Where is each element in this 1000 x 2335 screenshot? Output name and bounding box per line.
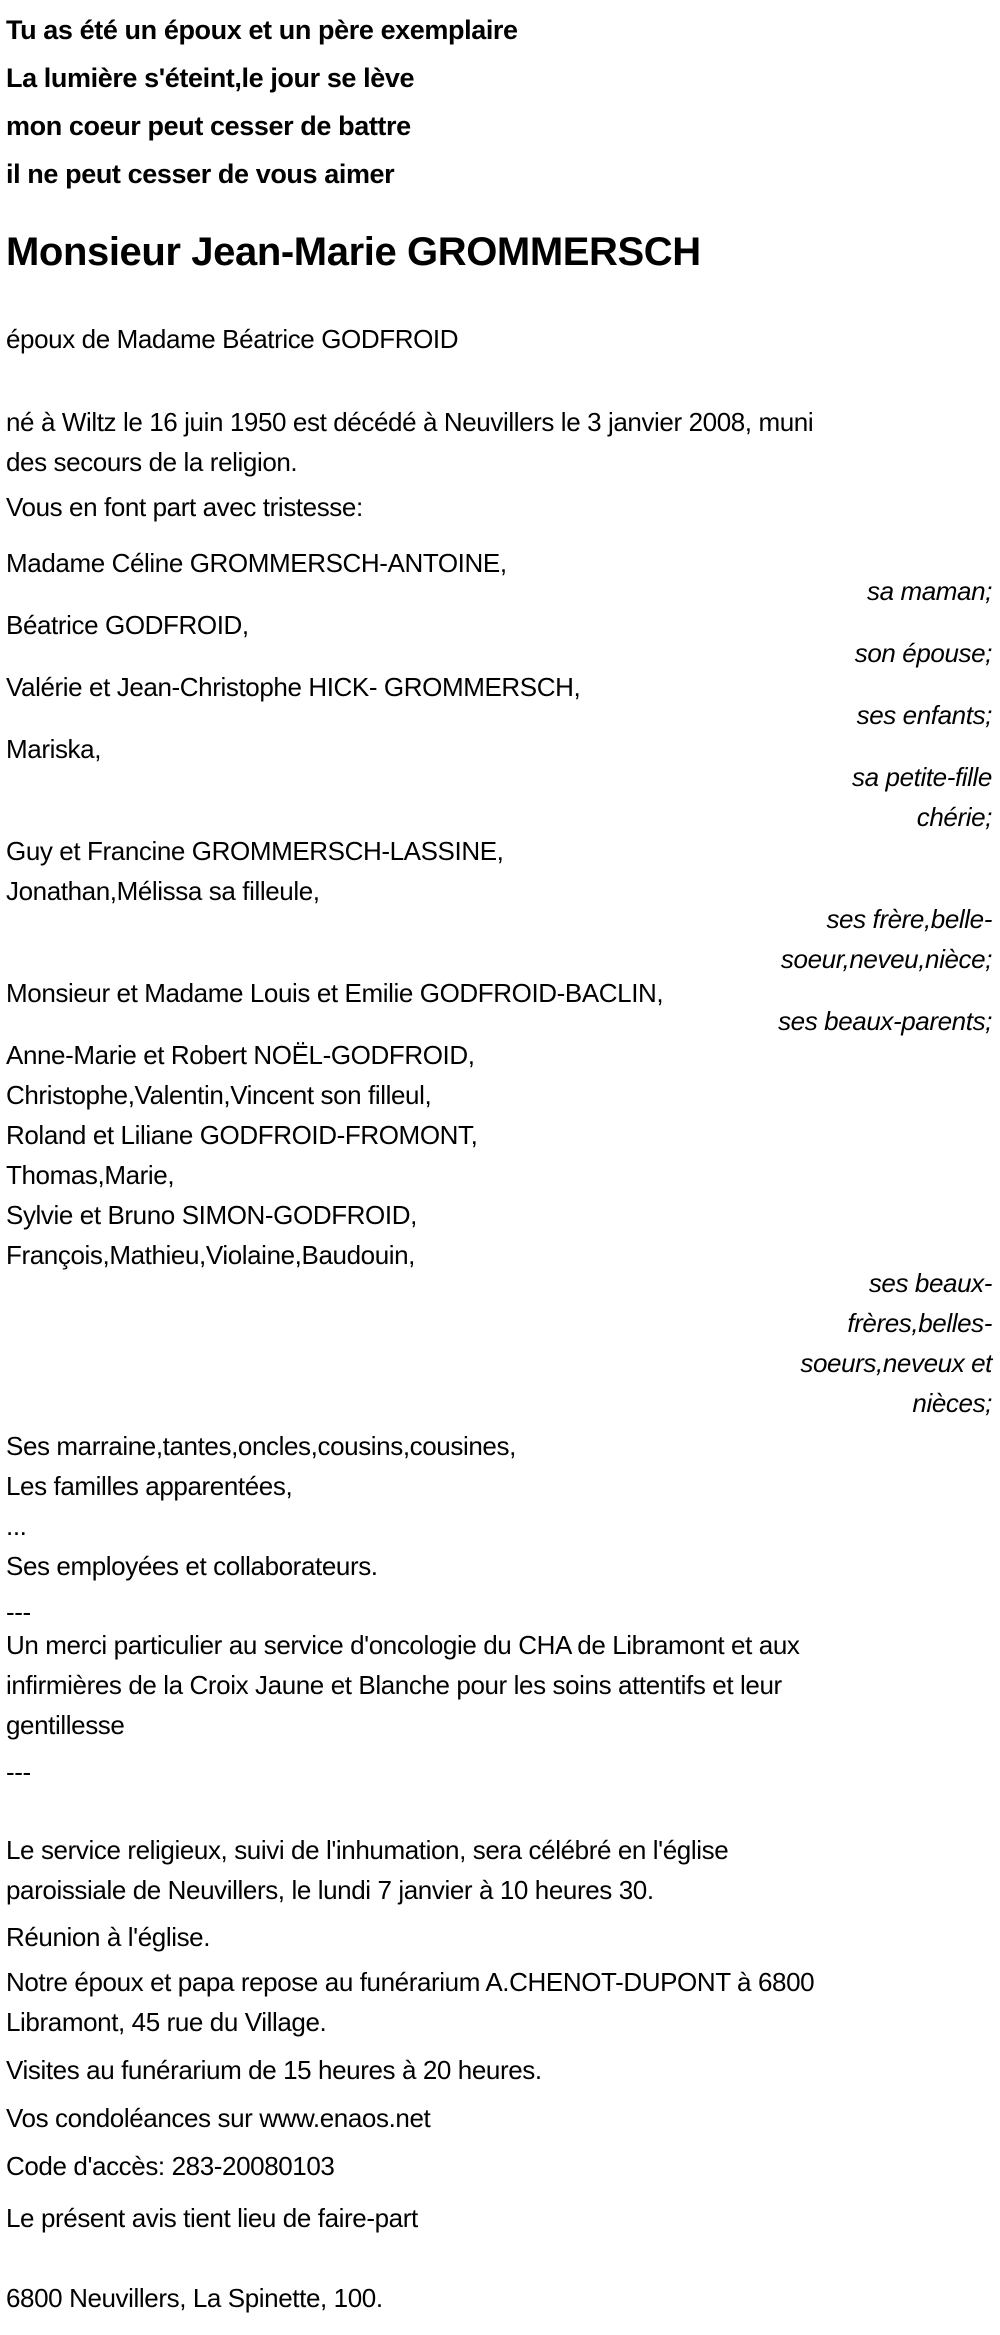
spouse-line: époux de Madame Béatrice GODFROID xyxy=(6,324,459,354)
mourner-name-line: Monsieur et Madame Louis et Emilie GODFROID-BACLIN, xyxy=(6,978,664,1008)
repose-line: Libramont, 45 rue du Village. xyxy=(6,2007,327,2037)
mourner-name-line: Ses employées et collaborateurs. xyxy=(6,1551,378,1581)
relation-block xyxy=(6,1263,992,1423)
mourner-row xyxy=(6,973,992,1041)
relation-line: frères,belles- xyxy=(847,1308,992,1338)
deceased-name-title: Monsieur Jean-Marie GROMMERSCH xyxy=(6,230,701,274)
relation-line: ses beaux-parents; xyxy=(778,1006,992,1036)
mourner-row xyxy=(6,729,992,837)
epitaph-line: Tu as été un époux et un père exemplaire xyxy=(6,15,518,45)
mourner-name-line: Béatrice GODFROID, xyxy=(6,610,249,640)
relation-line: ses beaux- xyxy=(868,1268,992,1298)
mourner-name-line: Christophe,Valentin,Vincent son filleul, xyxy=(6,1080,432,1110)
mourner-name-line: Roland et Liliane GODFROID-FROMONT, xyxy=(6,1120,478,1150)
relation-line: ses frère,belle- xyxy=(826,904,992,934)
epitaph-quote xyxy=(6,6,992,198)
epitaph-line: mon coeur peut cesser de battre xyxy=(6,111,411,141)
relation-block xyxy=(6,757,992,837)
mourner-row xyxy=(6,605,992,673)
mourner-name-line: Les familles apparentées, xyxy=(6,1471,293,1501)
relation-block xyxy=(6,899,992,979)
announcement-intro: Vous en font part avec tristesse: xyxy=(6,492,363,522)
mourner-name-line: Madame Céline GROMMERSCH-ANTOINE, xyxy=(6,548,507,578)
thanks-line: gentillesse xyxy=(6,1710,125,1740)
separator-dashes: --- xyxy=(6,1597,31,1627)
mourner-name-line: Valérie et Jean-Christophe HICK- GROMMERSCH, xyxy=(6,672,581,702)
mourner-name-line: Mariska, xyxy=(6,734,102,764)
mourner-name-line: Anne-Marie et Robert NOËL-GODFROID, xyxy=(6,1040,475,1070)
relation-line: nièces; xyxy=(912,1388,992,1418)
birth-death-line: des secours de la religion. xyxy=(6,447,298,477)
separator-dashes: --- xyxy=(6,1757,31,1787)
birth-death-paragraph xyxy=(6,402,992,482)
mourner-name-line: Thomas,Marie, xyxy=(6,1160,175,1190)
mourner-name-line: Guy et Francine GROMMERSCH-LASSINE, xyxy=(6,836,504,866)
reunion-line: Réunion à l'église. xyxy=(6,1922,211,1952)
service-line: paroissiale de Neuvillers, le lundi 7 janvier à 10 heures 30. xyxy=(6,1875,654,1905)
thanks-line: infirmières de la Croix Jaune et Blanche pour les soins attentifs et leur xyxy=(6,1670,782,1700)
relation-line: ses enfants; xyxy=(856,700,992,730)
relation-line: soeurs,neveux et xyxy=(800,1348,992,1378)
access-code-line: Code d'accès: 283-20080103 xyxy=(6,2151,335,2181)
relation-line: soeur,neveu,nièce; xyxy=(780,944,992,974)
birth-death-line: né à Wiltz le 16 juin 1950 est décédé à Neuvillers le 3 janvier 2008, muni xyxy=(6,407,814,437)
relation-line: chérie; xyxy=(916,802,992,832)
mourner-name-line: Jonathan,Mélissa sa filleule, xyxy=(6,876,320,906)
legal-notice-line: Le présent avis tient lieu de faire-part xyxy=(6,2203,418,2233)
visits-line: Visites au funérarium de 15 heures à 20 heures. xyxy=(6,2055,542,2085)
mourner-row xyxy=(6,1035,992,1423)
condolences-url-line: Vos condoléances sur www.enaos.net xyxy=(6,2103,431,2133)
service-paragraph xyxy=(6,1830,992,1910)
relation-line: sa petite-fille xyxy=(852,762,992,792)
mourner-row xyxy=(6,543,992,611)
address-line: 6800 Neuvillers, La Spinette, 100. xyxy=(6,2283,383,2313)
mourner-row xyxy=(6,667,992,735)
ellipsis-line: ... xyxy=(6,1511,27,1541)
mourner-name-line: Sylvie et Bruno SIMON-GODFROID, xyxy=(6,1200,417,1230)
repose-paragraph xyxy=(6,1962,992,2042)
relation-line: son épouse; xyxy=(854,638,992,668)
mourner-name-line: François,Mathieu,Violaine,Baudouin, xyxy=(6,1240,416,1270)
repose-line: Notre époux et papa repose au funérarium A.CHENOT-DUPONT à 6800 xyxy=(6,1967,815,1997)
service-line: Le service religieux, suivi de l'inhumation, sera célébré en l'église xyxy=(6,1835,729,1865)
thanks-paragraph xyxy=(6,1625,992,1745)
mourner-row xyxy=(6,1426,992,1586)
mourner-name-line: Ses marraine,tantes,oncles,cousins,cousines, xyxy=(6,1431,516,1461)
epitaph-line: il ne peut cesser de vous aimer xyxy=(6,159,395,189)
mourner-row xyxy=(6,831,992,979)
thanks-line: Un merci particulier au service d'oncologie du CHA de Libramont et aux xyxy=(6,1630,800,1660)
epitaph-line: La lumière s'éteint,le jour se lève xyxy=(6,63,415,93)
relation-line: sa maman; xyxy=(866,576,992,606)
mourners-list xyxy=(6,543,992,1586)
